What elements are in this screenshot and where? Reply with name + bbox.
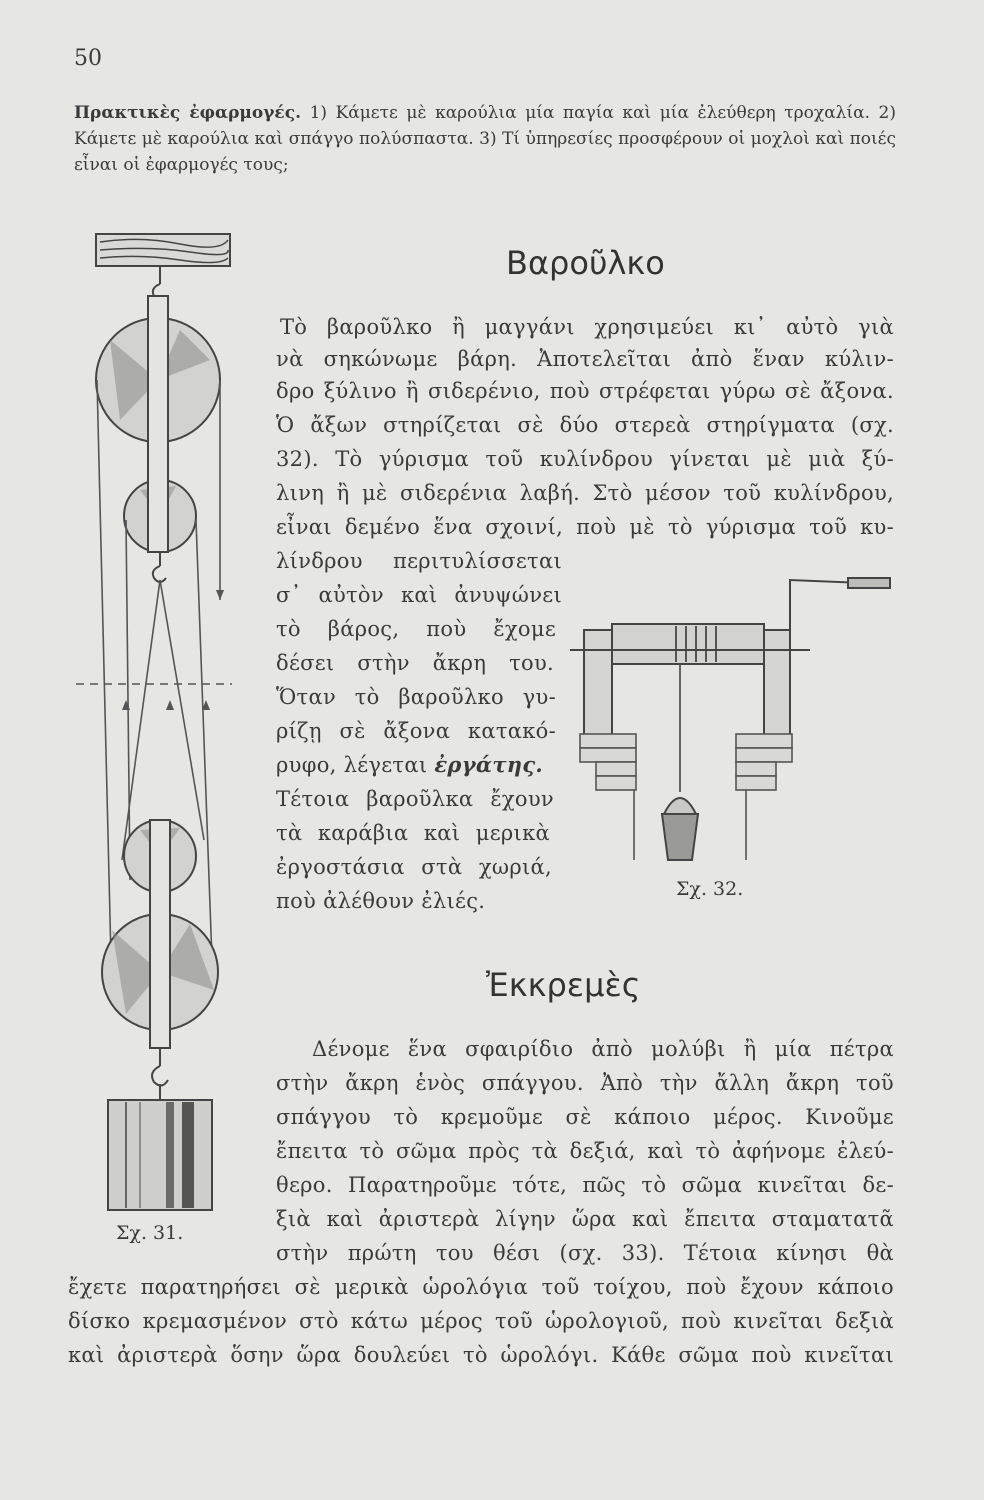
figure-31-caption: Σχ. 31. [116, 1222, 184, 1244]
barulko-line: τὸ βάρος, ποὺ ἔχομε [276, 617, 556, 641]
practical-applications-text: 1) Κάμετε μὲ καρούλια μία παγία καὶ μία ἐλεύθερη τροχαλία. 2) Κάμετε μὲ καρούλια καὶ σπάγγο πολύσπαστα. 3) Τί ὑπηρεσίες προσφέρουν οἱ μοχλοὶ καὶ ποιές εἶναι οἱ ἐφαρμογές τους; [74, 103, 896, 175]
barulko-line: εἶναι δεμένο ἕνα σχοινί, ποὺ μὲ τὸ γύρισμα τοῦ κυ- [276, 515, 894, 539]
ekkremes-line: ἔχετε παρατηρήσει σὲ μερικὰ ὡρολόγια τοῦ τοίχου, ποὺ ἔχουν κάποιο [68, 1275, 894, 1299]
ekkremes-line: στὴν πρώτη του θέσι (σχ. 33). Τέτοια κίνησι θὰ [276, 1241, 894, 1265]
ekkremes-line: Δένομε ἕνα σφαιρίδιο ἀπὸ μολύβι ἢ μία πέτρα [312, 1037, 894, 1061]
barulko-line: σ᾽ αὐτὸν καὶ ἀνυψώνει [276, 583, 562, 607]
barulko-line: δρο ξύλινο ἢ σιδερένιο, ποὺ στρέφεται γύρω σὲ ἄξονα. [276, 379, 894, 403]
ekkremes-line: ἔπειτα τὸ σῶμα πρὸς τὰ δεξιά, καὶ τὸ ἀφήνομε ἐλεύ- [276, 1139, 894, 1163]
barulko-line: δέσει στὴν ἄκρη του. [276, 651, 554, 675]
barulko-line-text: ρυφο, λέγεται [276, 753, 428, 777]
barulko-line: Τέτοια βαροῦλκα ἔχουν [276, 787, 554, 811]
barulko-line: λινη ἢ μὲ σιδερένια λαβή. Στὸ μέσον τοῦ κυλίνδρου, [276, 481, 894, 505]
barulko-line: ρίζῃ σὲ ἄξονα κατακό- [276, 719, 556, 743]
ekkremes-line: σπάγγου τὸ κρεμοῦμε σὲ κάποιο μέρος. Κινοῦμε [276, 1105, 894, 1129]
windlass-bucket [662, 798, 698, 860]
barulko-line: Ὁ ἄξων στηρίζεται σὲ δύο στερεὰ στηρίγματα (σχ. [276, 413, 894, 437]
barulko-line: 32). Τὸ γύρισμα τοῦ κυλίνδρου γίνεται μὲ μιὰ ξύ- [276, 447, 894, 471]
ekkremes-line: ξιὰ καὶ ἀριστερὰ λίγην ὥρα καὶ ἔπειτα σταματατᾶ [276, 1207, 894, 1231]
section-title-ekkremes: Ἐκκρεμὲς [486, 966, 641, 1004]
practical-applications-lead: Πρακτικὲς ἐφαρμογές. [74, 103, 302, 123]
section-title-barulko: Βαροῦλκο [506, 244, 665, 282]
barulko-line: Ὅταν τὸ βαροῦλκο γυ- [276, 685, 556, 709]
term-ergatis: ἐργάτης. [434, 752, 544, 777]
barulko-line: Τὸ βαροῦλκο ἢ μαγγάνι χρησιμεύει κι᾽ αὐτὸ γιὰ [280, 315, 894, 339]
page-number: 50 [74, 46, 102, 71]
barulko-line: ἐργοστάσια στὰ χωριά, [276, 855, 552, 879]
barulko-line: λίνδρου περιτυλίσσεται [276, 549, 562, 573]
ekkremes-line: καὶ ἀριστερὰ ὅσην ὥρα δουλεύει τὸ ὡρολόγι. Κάθε σῶμα ποὺ κινεῖται [68, 1343, 894, 1367]
windlass-crank [790, 578, 890, 648]
barulko-line: ποὺ ἀλέθουν ἐλιές. [276, 889, 486, 913]
ekkremes-line: στὴν ἄκρη ἑνὸς σπάγγου. Ἀπὸ τὴν ἄλλη ἄκρη τοῦ [276, 1071, 894, 1095]
figure-32-caption: Σχ. 32. [676, 878, 744, 900]
windlass-brick-supports [580, 734, 792, 790]
barulko-line: νὰ σηκώνωμε βάρη. Ἀποτελεῖται ἀπὸ ἕναν κύλιν- [276, 347, 894, 371]
barulko-line: τὰ καράβια καὶ μερικὰ [276, 821, 550, 845]
ekkremes-line: δίσκο κρεμασμένον στὸ κάτω μέρος τοῦ ὡρολογιοῦ, ποὺ κινεῖται δεξιὰ [68, 1309, 894, 1333]
ekkremes-line: θερο. Παρατηροῦμε τότε, πῶς τὸ σῶμα κινεῖται δε- [276, 1173, 894, 1197]
